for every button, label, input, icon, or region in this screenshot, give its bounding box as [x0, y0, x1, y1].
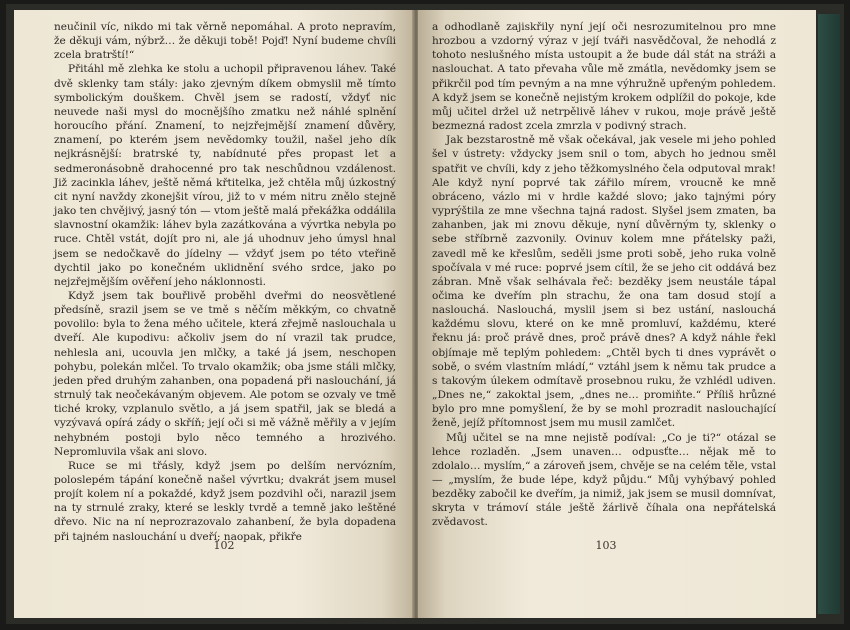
book-cover-edge [818, 14, 840, 614]
left-page [14, 10, 414, 618]
right-page-text [432, 20, 776, 530]
paragraph: Jak bezstarostně mě však očekával, jak vesele mi jeho pohled šel v ústrety: vždycky jsem snil o tom, abych ho jednou směl spatřit ve chvíli, kdy z jeho těžkomyslného čela odputoval mrak! Ale když nyní poprvé tak zářilo mírem, vroucně ke mně obráceno, vázlo mi v hrdle každé slovo; jako tajnými póry vyprýštila ze mne všechna tajná radost. Slyšel jsem zmaten, ba zahanben, jak mi znovu děkuje, nyní důvěrným ty, sklenky o sebe stříbrně zazvonily. Ovinuv kolem mne přátelsky paži, zavedl mě ke křeslům, seděli jsme proti sobě, jeho ruka volně spočívala v mé ruce: poprvé jsem cítil, že se jeho cit oddává bez zábran. Mně však selhávala řeč: bezděky jsem neustále tápal očima ke dveřím pln strachu, že ona tam dosud stojí a naslouchá. Naslouchá, myslil jsem si bez ustání, naslouchá každému slovu, které on ke mně promluví, každému, které řeknu já: proč právě dnes, proč právě dnes? A když náhle řekl objímaje mě teplým pohledem: „Chtěl bych ti dnes vyprávět o sobě, o svém vlastním mládí,“ vztáhl jsem k němu tak prudce a s takovým úlekem odmítavě prosebnou ruku, že vzhlédl udiven. „Dnes ne,“ zakoktal jsem, „dnes ne… promiňte.“ Příliš hrůzné bylo pro mne pomyšlení, že by se mohl prozradit naslouchající ženě, jejíž přítomnost jsem mu musil zamlčet. [432, 134, 776, 430]
right-page [418, 10, 816, 618]
paragraph: Ruce se mi třásly, když jsem po delším nervózním, poloslepém tápání konečně našel vývrtku; dvakrát jsem musel projít kolem ní a pokaždé, když jsem pozdvihl oči, narazil jsem na ty strnulé zraky, které se leskly tvrdě a temně jako leštěné dřevo. Nic na ní neprozrazovalo zahanbení, že byla dopadena při tajném naslouchání u dveří; naopak, přikře [54, 459, 396, 543]
page-number-left: 102 [213, 539, 235, 552]
paragraph: a odhodlaně zajiskřily nyní její oči nesrozumitelnou pro mne hrozbou a vzdorný výraz v její tváři nasvědčoval, že nehodlá z tohoto neslušného místa ustoupit a že bude dál stát na stráži a naslouchat. A tato převaha vůle mě zmátla, nevědomky jsem se přikrčil pod tím pevným a na mne výhružně upřeným pohledem. A když jsem se konečně nejistým krokem odplížil do pokoje, kde můj učitel držel už netrpělivě láhev v rukou, moje právě ještě bezmezná radost zcela zmrzla v podivný strach. [432, 21, 776, 133]
page-number-right: 103 [595, 539, 617, 552]
open-book [6, 4, 844, 624]
paragraph: neučinil víc, nikdo mi tak věrně nepomáhal. A proto nepravím, že děkuji vám, nýbrž… že děkuji tobě! Pojď! Nyní budeme chvíli zcela bratrští!“ [54, 21, 396, 62]
paragraph: Můj učitel se na mne nejistě podíval: „Co je ti?“ otázal se lehce rozladěn. „Jsem unaven… odpusťte… nějak mě to zdolalo… myslím,“ a zároveň jsem, chvěje se na celém těle, vstal — „myslím, že bude lépe, když půjdu.“ Můj vyhýbavý pohled bezděky zabočil ke dveřím, ja nimiž, jak jsem se musil domnívat, skryta v trámoví stále ještě žárlivě číhala ona nepřátelská zvědavost. [432, 431, 776, 529]
paragraph: Přitáhl mě zlehka ke stolu a uchopil připravenou láhev. Také dvě sklenky tam stály: jako zjevným díkem obmyslil mě tímto symbolickým douškem. Chvěl jsem se radostí, vždyť nic neuvede naši mysl do mocnějšího zmatku než náhlé splnění horoucího přání. Znamení, to nejzřejmější znamení důvěry, znamení, po kterém jsem nevědomky toužil, našel jeho dík nejkrásnější: bratrské ty, nabídnuté přes propast let a sedmeronásobně drahocenné pro tak neschůdnou vzdálenost. Již zacinkla láhev, ještě němá křtitelka, jež chtěla můj úzkostný cit nyní navždy zkonejšit vírou, již to v mém nitru znělo stejně jako ten chvějivý, jasný tón — vtom ještě malá překážka oddálila slavnostní okamžik: láhev byla zazátkována a vývrtka nebyla po ruce. Chtěl vstát, dojít pro ni, ale já uhodnuv jeho úmysl hnal jsem se nedočkavě do jídelny — vždyť jsem po této vteřině dychtil jako po konečném uklidnění svého srdce, jako po nejzřejmějším ověření jeho náklonnosti. [54, 63, 396, 288]
left-page-text [54, 20, 396, 544]
paragraph: Když jsem tak bouřlivě proběhl dveřmi do neosvětlené předsíně, srazil jsem se ve tmě s něčím měkkým, co chvatně povolilo: byla to žena mého učitele, která zřejmě naslouchala u dveří. Ale kupodivu: ačkoliv jsem do ní vrazil tak prudce, nehlesla ani, ucouvla jen mlčky, a také já jsem, neschopen pohybu, polekán mlčel. To trvalo okamžik; oba jsme stáli mlčky, jeden před druhým zahanben, ona popadená při naslouchání, já strnulý tak neočekávaným objevem. Ale potom se ozvaly ve tmě tiché kroky, vzplanulo světlo, a já jsem spatřil, jak se bledá a vyzývavá opírá zády o skříň; její oči si mě vážně měřily a v jejím nehybném postoji bylo něco temného a hrozivého. Nepromluvila však ani slovo. [54, 289, 396, 458]
